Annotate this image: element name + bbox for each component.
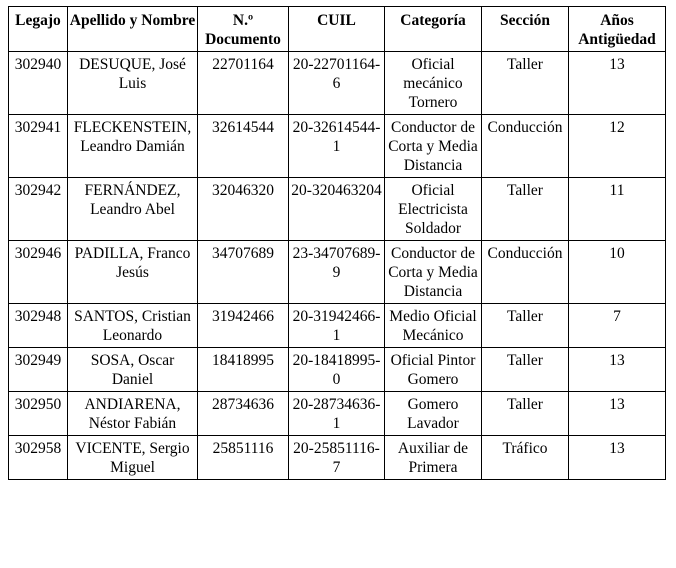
cell-antiguedad: 7 xyxy=(569,304,666,348)
cell-seccion: Taller xyxy=(482,348,569,392)
cell-categoria: Conductor de Corta y Media Distancia xyxy=(385,115,482,178)
cell-seccion: Conducción xyxy=(482,241,569,304)
cell-documento: 34707689 xyxy=(198,241,289,304)
cell-apellido-nombre: FERNÁNDEZ, Leandro Abel xyxy=(68,178,198,241)
cell-antiguedad: 10 xyxy=(569,241,666,304)
cell-categoria: Conductor de Corta y Media Distancia xyxy=(385,241,482,304)
header-antiguedad: Años Antigüedad xyxy=(569,7,666,52)
cell-cuil: 20-25851116-7 xyxy=(289,436,385,480)
cell-apellido-nombre: FLECKENSTEIN, Leandro Damián xyxy=(68,115,198,178)
cell-cuil: 20-320463204 xyxy=(289,178,385,241)
cell-antiguedad: 11 xyxy=(569,178,666,241)
cell-documento: 25851116 xyxy=(198,436,289,480)
cell-legajo: 302949 xyxy=(9,348,68,392)
cell-seccion: Conducción xyxy=(482,115,569,178)
cell-cuil: 23-34707689-9 xyxy=(289,241,385,304)
cell-documento: 32614544 xyxy=(198,115,289,178)
cell-legajo: 302948 xyxy=(9,304,68,348)
cell-cuil: 20-22701164-6 xyxy=(289,52,385,115)
cell-apellido-nombre: DESUQUE, José Luis xyxy=(68,52,198,115)
cell-categoria: Oficial mecánico Tornero xyxy=(385,52,482,115)
cell-apellido-nombre: ANDIARENA, Néstor Fabián xyxy=(68,392,198,436)
cell-documento: 32046320 xyxy=(198,178,289,241)
cell-antiguedad: 13 xyxy=(569,348,666,392)
table-row xyxy=(9,241,666,304)
cell-legajo: 302942 xyxy=(9,178,68,241)
table-row xyxy=(9,348,666,392)
employee-table xyxy=(8,6,666,480)
table-row xyxy=(9,304,666,348)
cell-seccion: Taller xyxy=(482,392,569,436)
cell-seccion: Taller xyxy=(482,52,569,115)
cell-categoria: Medio Oficial Mecánico xyxy=(385,304,482,348)
cell-antiguedad: 13 xyxy=(569,52,666,115)
cell-legajo: 302950 xyxy=(9,392,68,436)
header-seccion: Sección xyxy=(482,7,569,52)
cell-categoria: Auxiliar de Primera xyxy=(385,436,482,480)
cell-documento: 18418995 xyxy=(198,348,289,392)
cell-seccion: Tráfico xyxy=(482,436,569,480)
cell-apellido-nombre: SANTOS, Cristian Leonardo xyxy=(68,304,198,348)
table-row xyxy=(9,436,666,480)
cell-legajo: 302946 xyxy=(9,241,68,304)
header-legajo: Legajo xyxy=(9,7,68,52)
header-apellido-nombre: Apellido y Nombre xyxy=(68,7,198,52)
cell-documento: 31942466 xyxy=(198,304,289,348)
cell-apellido-nombre: SOSA, Oscar Daniel xyxy=(68,348,198,392)
header-categoria: Categoría xyxy=(385,7,482,52)
cell-legajo: 302941 xyxy=(9,115,68,178)
table-row xyxy=(9,52,666,115)
cell-seccion: Taller xyxy=(482,178,569,241)
cell-categoria: Oficial Electricista Soldador xyxy=(385,178,482,241)
table-row xyxy=(9,178,666,241)
table-row xyxy=(9,392,666,436)
cell-documento: 28734636 xyxy=(198,392,289,436)
cell-cuil: 20-32614544-1 xyxy=(289,115,385,178)
cell-categoria: Gomero Lavador xyxy=(385,392,482,436)
cell-legajo: 302958 xyxy=(9,436,68,480)
cell-cuil: 20-28734636-1 xyxy=(289,392,385,436)
cell-antiguedad: 13 xyxy=(569,436,666,480)
cell-seccion: Taller xyxy=(482,304,569,348)
cell-categoria: Oficial Pintor Gomero xyxy=(385,348,482,392)
header-cuil: CUIL xyxy=(289,7,385,52)
header-row xyxy=(9,7,666,52)
table-row xyxy=(9,115,666,178)
cell-apellido-nombre: VICENTE, Sergio Miguel xyxy=(68,436,198,480)
cell-cuil: 20-31942466-1 xyxy=(289,304,385,348)
cell-antiguedad: 13 xyxy=(569,392,666,436)
cell-antiguedad: 12 xyxy=(569,115,666,178)
cell-documento: 22701164 xyxy=(198,52,289,115)
cell-apellido-nombre: PADILLA, Franco Jesús xyxy=(68,241,198,304)
cell-cuil: 20-18418995-0 xyxy=(289,348,385,392)
header-documento: N.º Documento xyxy=(198,7,289,52)
cell-legajo: 302940 xyxy=(9,52,68,115)
